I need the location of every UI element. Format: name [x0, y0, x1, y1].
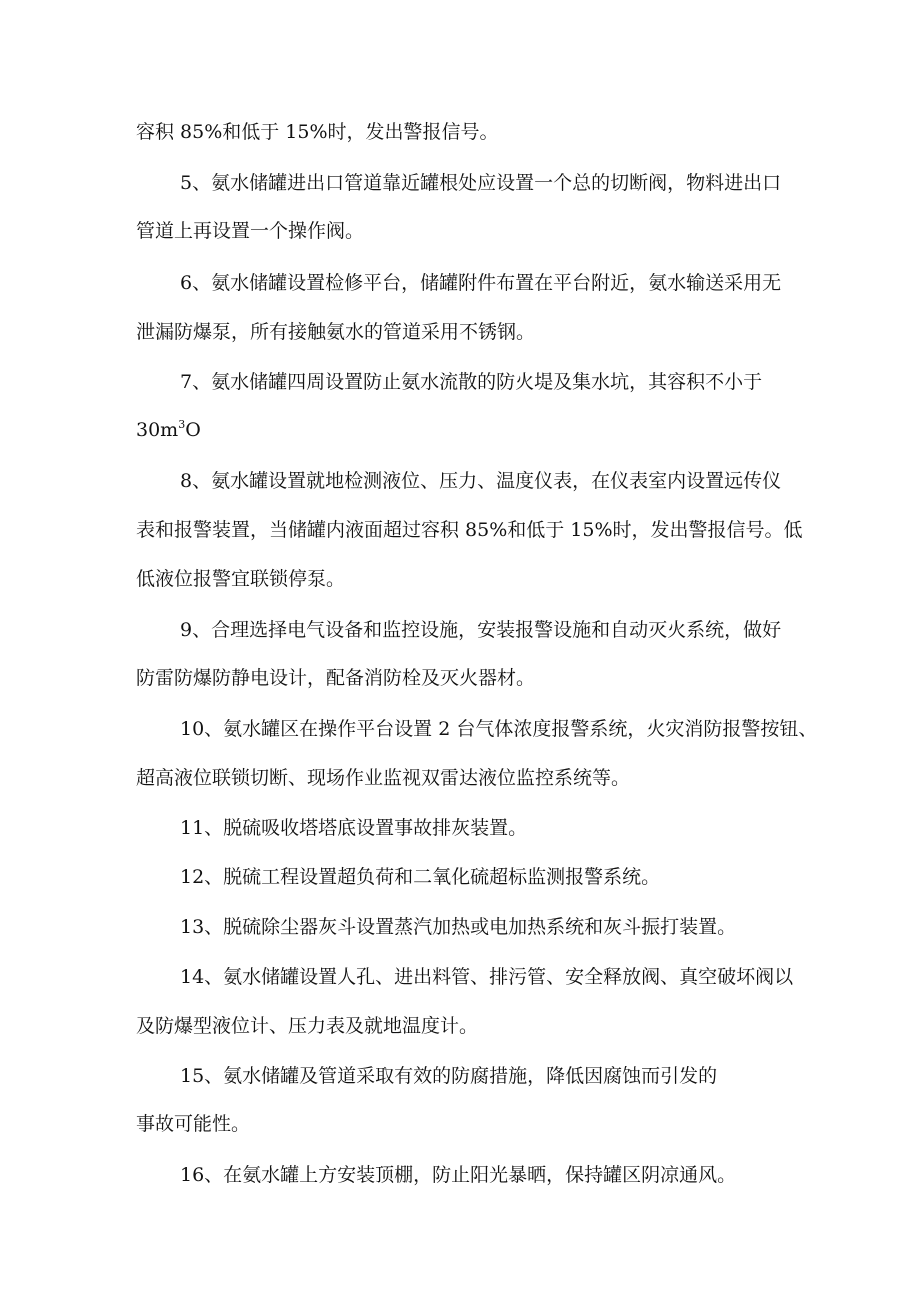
superscript: 3: [178, 418, 186, 431]
text-line: [0, 1162, 920, 1188]
text-line-content: [136, 417, 201, 443]
text-line: [0, 1013, 920, 1039]
text-line: [0, 369, 920, 395]
text-line: [0, 716, 920, 742]
text-line-content: 13、脱硫除尘器灰斗设置蒸汽加热或电加热系统和灰斗振打装置。: [180, 916, 737, 938]
trailing-char: O: [185, 419, 201, 441]
text-line: [0, 964, 920, 990]
text-line: [0, 170, 920, 196]
text-line-content: 16、在氨水罐上方安装顶棚，防止阳光暴晒，保持罐区阴凉通风。: [180, 1164, 737, 1186]
text-line-content: 6、氨水储罐设置检修平台，储罐附件布置在平台附近，氨水输送采用无: [180, 272, 782, 294]
text-line: [0, 468, 920, 494]
text-line-content: 10、氨水罐区在操作平台设置 2 台气体浓度报警系统，火灾消防报警按钮、: [180, 718, 818, 740]
text-line: [0, 517, 920, 543]
text-line-content: 5、氨水储罐进出口管道靠近罐根处应设置一个总的切断阀，物料进出口: [180, 172, 782, 194]
text-line-content: 事故可能性。: [136, 1113, 251, 1135]
text-line-content: 14、氨水储罐设置人孔、进出料管、排污管、安全释放阀、真空破坏阀以: [180, 966, 794, 988]
text-line: [0, 864, 920, 890]
text-line-content: 9、合理选择电气设备和监控设施，安装报警设施和自动灭火系统，做好: [180, 619, 782, 641]
text-line-content: 8、氨水罐设置就地检测液位、压力、温度仪表，在仪表室内设置远传仪: [180, 470, 782, 492]
text-line: [0, 765, 920, 791]
text-line: [0, 665, 920, 691]
text-line: [0, 119, 920, 145]
text-line-content: 表和报警装置，当储罐内液面超过容积 85%和低于 15%时，发出警报信号。低: [136, 519, 803, 541]
text-line: [0, 417, 920, 443]
text-line: [0, 1063, 920, 1089]
text-line: [0, 1111, 920, 1137]
text-line-content: 防雷防爆防静电设计，配备消防栓及灭火器材。: [136, 667, 536, 689]
text-line: [0, 815, 920, 841]
text-line: [0, 566, 920, 592]
text-line-content: 11、脱硫吸收塔塔底设置事故排灰装置。: [180, 817, 528, 839]
text-line-content: 15、氨水储罐及管道采取有效的防腐措施，降低因腐蚀而引发的: [180, 1065, 718, 1087]
text-line: [0, 270, 920, 296]
text-line: [0, 914, 920, 940]
text-line-content: 及防爆型液位计、压力表及就地温度计。: [136, 1015, 479, 1037]
text-line: [0, 617, 920, 643]
text-line-content: 管道上再设置一个操作阀。: [136, 220, 365, 242]
text-line-content: 7、氨水储罐四周设置防止氨水流散的防火堤及集水坑，其容积不小于: [180, 371, 763, 393]
text-line-content: 容积 85%和低于 15%时，发出警报信号。: [136, 121, 499, 143]
text-line: [0, 319, 920, 345]
text-line-content: 超高液位联锁切断、现场作业监视双雷达液位监控系统等。: [136, 767, 631, 789]
volume-value: 30m: [136, 419, 179, 441]
text-line-content: 12、脱硫工程设置超负荷和二氧化硫超标监测报警系统。: [180, 866, 661, 888]
text-line-content: 泄漏防爆泵，所有接触氨水的管道采用不锈钢。: [136, 321, 536, 343]
text-line: [0, 218, 920, 244]
text-line-content: 低液位报警宜联锁停泵。: [136, 568, 346, 590]
